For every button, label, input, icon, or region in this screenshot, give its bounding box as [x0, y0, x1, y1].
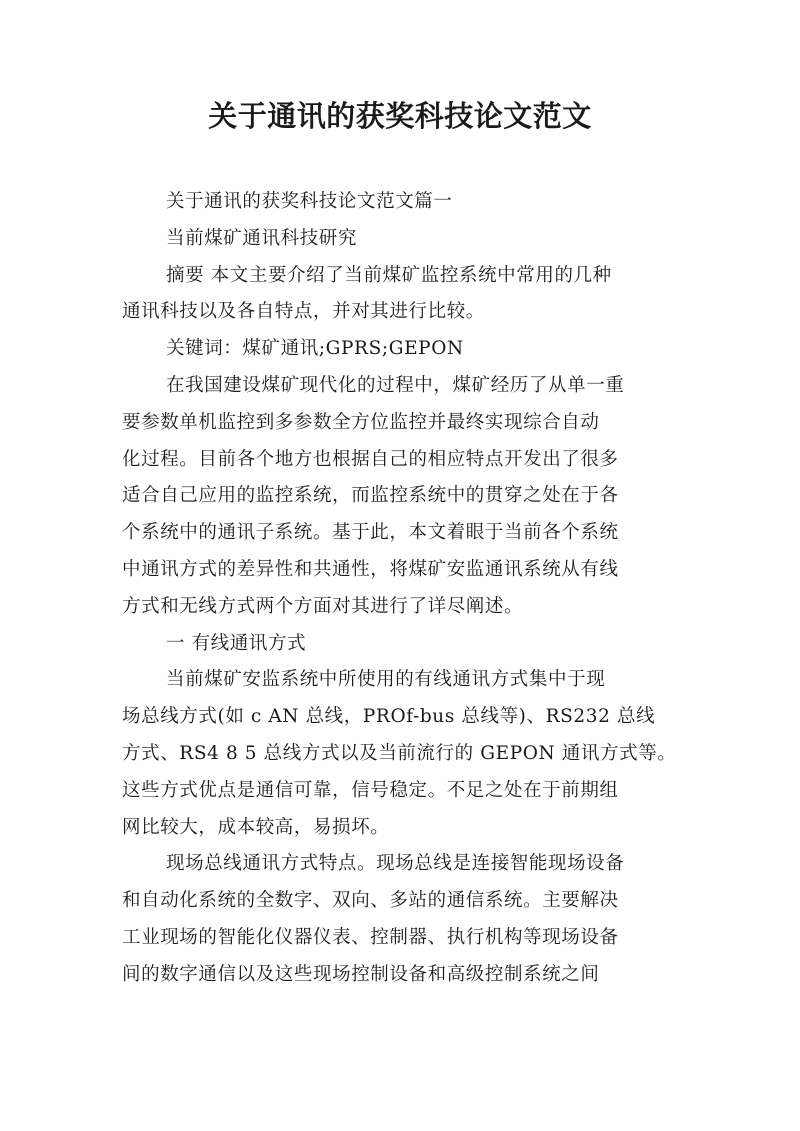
keywords-line: 关键词：煤矿通讯;GPRS;GEPON — [166, 338, 464, 360]
paragraph-line: 适合自己应用的监控系统，而监控系统中的贯穿之处在于各 — [122, 485, 619, 507]
paragraph-line: 要参数单机监控到多参数全方位监控并最终实现综合自动 — [122, 411, 600, 433]
paper-title: 当前煤矿通讯科技研究 — [166, 227, 358, 249]
paragraph-line: 网比较大，成本较高，易损坏。 — [122, 816, 390, 838]
paragraph-line: 化过程。目前各个地方也根据自己的相应特点开发出了很多 — [122, 448, 619, 470]
paragraph-line: 场总线方式(如 c AN 总线，PROf-bus 总线等)、RS232 总线 — [122, 706, 656, 728]
abstract-line: 摘要 本文主要介绍了当前煤矿监控系统中常用的几种 — [166, 264, 612, 286]
paragraph-line: 现场总线通讯方式特点。现场总线是连接智能现场设备 — [166, 853, 625, 875]
paragraph-line: 中通讯方式的差异性和共通性，将煤矿安监通讯系统从有线 — [122, 558, 619, 580]
paragraph-line: 工业现场的智能化仪器仪表、控制器、执行机构等现场设备 — [122, 926, 619, 948]
paragraph-line: 个系统中的通讯子系统。基于此，本文着眼于当前各个系统 — [122, 522, 619, 544]
paragraph-line: 方式、RS4 8 5 总线方式以及当前流行的 GEPON 通讯方式等。 — [122, 742, 677, 764]
paragraph-line: 和自动化系统的全数字、双向、多站的通信系统。主要解决 — [122, 890, 619, 912]
abstract-line: 通讯科技以及各自特点，并对其进行比较。 — [122, 301, 485, 323]
paragraph-line: 方式和无线方式两个方面对其进行了详尽阐述。 — [122, 595, 524, 617]
paragraph-line: 这些方式优点是通信可靠，信号稳定。不足之处在于前期组 — [122, 779, 619, 801]
paragraph-line: 当前煤矿安监系统中所使用的有线通讯方式集中于现 — [166, 669, 606, 691]
document-title: 关于通讯的获奖科技论文范文 — [208, 99, 592, 133]
document-body — [122, 184, 684, 994]
paragraph-line: 间的数字通信以及这些现场控制设备和高级控制系统之间 — [122, 963, 600, 985]
section-heading: 关于通讯的获奖科技论文范文篇一 — [166, 191, 453, 212]
subsection-heading: 一 有线通讯方式 — [166, 632, 307, 654]
paragraph-line: 在我国建设煤矿现代化的过程中，煤矿经历了从单一重 — [166, 374, 625, 396]
